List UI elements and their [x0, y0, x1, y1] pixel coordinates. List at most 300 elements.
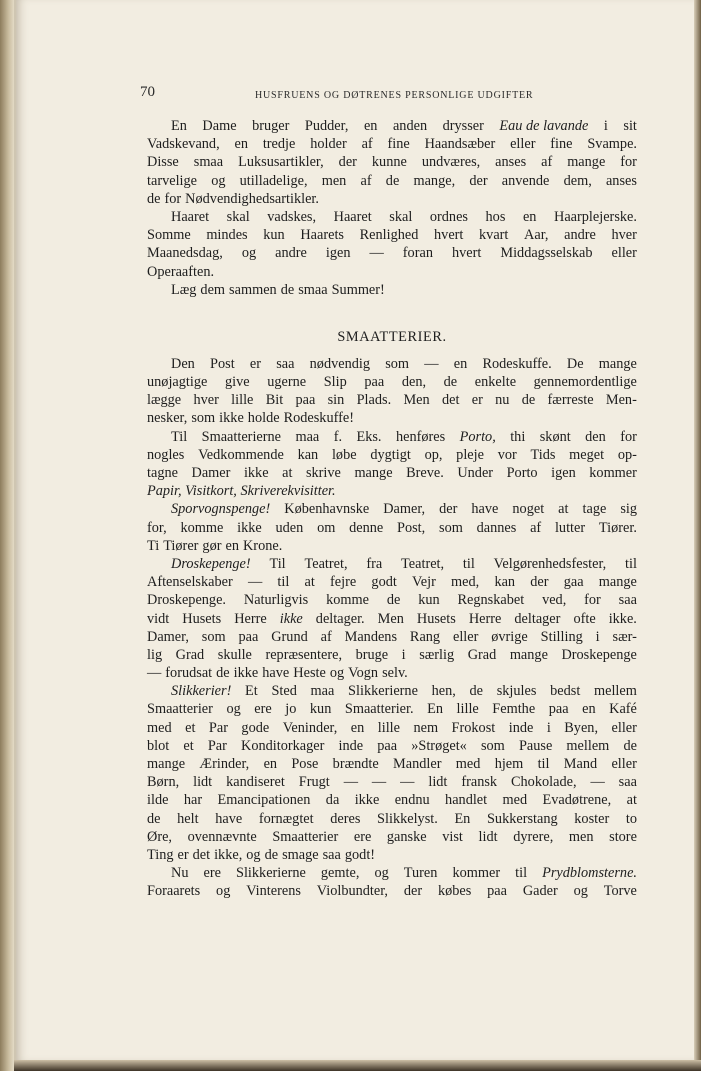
word: for	[620, 428, 637, 445]
text-line	[147, 446, 637, 464]
word: Haarplejerske.	[554, 208, 637, 225]
word: og	[573, 883, 588, 900]
word: anses	[605, 172, 637, 189]
word: de	[385, 172, 400, 189]
text-line	[147, 428, 637, 446]
word: henføres	[395, 428, 446, 445]
word: Regnskabet	[457, 592, 525, 609]
word: ikke	[233, 665, 259, 682]
word: sammen	[229, 281, 277, 298]
word: smaa	[193, 154, 224, 171]
word: Tiører	[163, 537, 199, 554]
word: den,	[401, 374, 427, 391]
word: foran	[402, 245, 433, 262]
word: Under	[457, 465, 494, 481]
word: sig	[620, 501, 637, 518]
italic-word: Prydblomsterne.	[542, 865, 637, 882]
word: en	[263, 756, 278, 772]
text-line	[147, 208, 637, 226]
word: ugerne	[267, 374, 307, 391]
word: Summer!	[331, 281, 385, 298]
word: igen	[551, 465, 576, 481]
word: Slikkerierne	[236, 865, 306, 882]
word: inde	[508, 719, 534, 736]
word: at	[304, 574, 315, 591]
text-line	[147, 628, 637, 646]
word: et	[183, 737, 194, 754]
word: en	[363, 118, 378, 134]
word: Mand	[563, 756, 598, 772]
word: denne	[349, 519, 384, 536]
word: anvende	[501, 172, 550, 189]
word: og	[329, 665, 345, 682]
word: af	[320, 628, 332, 645]
word: Sted	[271, 683, 297, 700]
word: at	[626, 792, 637, 809]
word: handlet	[445, 792, 488, 809]
word: men	[568, 828, 594, 845]
word: Rodeskuffe!	[283, 410, 354, 427]
word: bruge	[355, 646, 389, 663]
text-line	[147, 153, 637, 171]
word: kvart	[479, 227, 509, 244]
word: —	[343, 774, 358, 791]
word: ikke,	[214, 846, 243, 863]
text-line	[147, 610, 637, 628]
word: Velgørenhedsfester,	[493, 555, 607, 572]
word: to	[625, 810, 637, 827]
word: Violbundter,	[316, 883, 388, 900]
word: Nødvendighedsartikler.	[185, 190, 319, 207]
word: en	[234, 136, 248, 153]
word: Slikkelyst.	[377, 810, 438, 827]
text-line	[147, 700, 637, 718]
word: løbe	[331, 446, 357, 463]
word: nem	[413, 719, 439, 736]
word: endnu	[394, 792, 430, 809]
word: forudsat	[165, 665, 213, 682]
text-line	[147, 281, 637, 299]
word: hvert	[451, 245, 482, 262]
text-line	[147, 117, 637, 135]
word: som	[191, 410, 216, 427]
word: til	[625, 555, 637, 572]
word: thi	[510, 428, 526, 445]
word: Husets	[416, 610, 456, 627]
word: —	[369, 245, 384, 262]
word: med	[147, 719, 172, 736]
italic-word: Sporvognspenge!	[171, 501, 271, 518]
word: hen,	[431, 683, 456, 700]
word: Slip	[323, 374, 347, 391]
word: anses	[495, 154, 527, 171]
word: mange	[598, 574, 637, 591]
word: —	[371, 774, 387, 791]
word: de	[280, 281, 295, 298]
word: med	[455, 756, 481, 772]
word: Vogn	[348, 665, 379, 682]
word: mellem	[593, 683, 637, 700]
word: en	[225, 537, 239, 554]
word: paa	[295, 392, 316, 409]
word: saa	[618, 774, 637, 791]
word: saa	[276, 355, 295, 372]
word: bedst	[550, 683, 581, 700]
word: maa	[295, 428, 320, 445]
word: andre	[275, 245, 307, 262]
word: færreste	[547, 392, 594, 409]
word: og	[241, 245, 257, 262]
word: mange	[598, 355, 637, 372]
word: en	[453, 355, 468, 372]
word: Herre	[468, 610, 502, 627]
word: Gader	[522, 883, 558, 900]
text-line	[147, 244, 637, 262]
word: de	[264, 846, 279, 863]
word: Ting	[147, 846, 174, 863]
word: jo	[285, 701, 297, 718]
word: der	[439, 501, 458, 518]
word: holder	[310, 136, 347, 153]
word: som	[439, 519, 463, 536]
word: meget	[569, 446, 605, 463]
word: lille	[231, 392, 254, 409]
word: fornægtet	[258, 810, 314, 827]
text-line	[147, 755, 637, 773]
word: Teatret,	[401, 555, 445, 572]
word: En	[454, 810, 471, 827]
word: Men-	[605, 392, 637, 409]
text-line	[147, 464, 637, 482]
word: kandiseret	[226, 774, 285, 791]
word: Vejr	[412, 574, 436, 591]
word: der	[403, 883, 423, 900]
word: have	[262, 665, 290, 682]
word: smaa	[298, 281, 328, 298]
text-line	[147, 573, 637, 591]
word: Frokost	[451, 719, 496, 736]
word: de	[386, 592, 401, 609]
word: Smaatterierne	[201, 428, 282, 445]
word: mange	[567, 154, 606, 171]
word: Droskepenge.	[147, 592, 227, 609]
word: det	[192, 846, 211, 863]
word: Læg	[171, 281, 197, 298]
word: —	[590, 774, 605, 791]
word: saa	[618, 592, 637, 609]
word: ilde	[147, 792, 169, 809]
word: de	[147, 810, 161, 827]
word: Rodeskuffe.	[482, 355, 552, 372]
word: skal	[226, 208, 250, 225]
word: lægge	[147, 392, 182, 409]
word: ere	[203, 865, 221, 882]
text-line	[147, 190, 637, 208]
word: i	[603, 118, 608, 134]
word: dannes	[476, 519, 517, 536]
word: hos	[485, 208, 506, 225]
word: komme	[326, 592, 369, 609]
word: Ærinder,	[199, 756, 250, 772]
word: og	[374, 865, 389, 882]
text-line	[147, 646, 637, 664]
word: Aar,	[524, 227, 549, 244]
word: op,	[424, 446, 443, 463]
text-line	[147, 519, 637, 537]
word: Slikkerierne	[348, 683, 418, 700]
word: Smaatterier.	[344, 701, 414, 718]
word: En	[171, 118, 187, 134]
text-line	[147, 373, 637, 391]
text-line	[147, 391, 637, 409]
word: holde	[247, 410, 280, 427]
word: unøjagtige	[147, 374, 208, 391]
word: ofte	[573, 610, 596, 627]
word: der	[469, 172, 488, 189]
word: vadskes,	[267, 208, 317, 225]
page-edge-bottom	[14, 1060, 701, 1071]
word: Teatret,	[304, 555, 348, 572]
word: om	[317, 519, 336, 536]
word: til	[462, 555, 475, 572]
word: vor	[497, 446, 517, 463]
word: og	[211, 172, 226, 189]
word: Evadøtrene,	[542, 792, 612, 809]
word: Haaret	[171, 208, 210, 225]
word: Tids	[530, 446, 556, 463]
word: kun	[309, 701, 332, 718]
word: Men	[377, 610, 404, 627]
body-text	[147, 117, 637, 901]
word: eller	[611, 245, 637, 262]
word: af	[530, 519, 542, 536]
word: fransk	[461, 774, 498, 791]
word: Til	[171, 428, 188, 445]
word: Tiører.	[598, 519, 637, 536]
word: gennemordentlige	[533, 374, 637, 391]
word: Post	[210, 355, 235, 372]
word: Damer,	[383, 501, 426, 518]
word: have	[215, 810, 243, 827]
word: Grund	[271, 628, 308, 645]
word: kun	[418, 592, 440, 609]
word: Breve.	[406, 465, 444, 481]
word: i	[546, 719, 551, 736]
word: til	[515, 865, 528, 882]
word: store	[609, 828, 637, 845]
text-line	[147, 555, 637, 573]
italic-word: Slikkerier!	[171, 683, 232, 700]
word: Porto	[506, 465, 538, 481]
word: Dame	[202, 118, 237, 134]
word: godt!	[344, 846, 376, 863]
word: Femthe	[492, 701, 536, 718]
word: Chokolade,	[511, 774, 577, 791]
text-line	[147, 500, 637, 518]
word: tage	[582, 501, 607, 518]
italic-word: Porto,	[459, 428, 496, 445]
text-line	[147, 682, 637, 700]
word: som	[480, 737, 505, 754]
word: mange	[147, 756, 186, 772]
text-line	[147, 864, 637, 882]
word: lutter	[554, 519, 586, 536]
text-line	[147, 355, 637, 373]
word: gør	[202, 537, 222, 554]
word: Operaaften.	[147, 263, 215, 280]
word: Par	[208, 719, 228, 736]
word: at	[558, 501, 569, 518]
word: Husets	[182, 610, 222, 627]
word: Haaret	[333, 208, 372, 225]
word: købes	[437, 883, 472, 900]
word: kommer	[452, 865, 501, 882]
italic-word: Papir, Visitkort, Skriverekvisitter.	[147, 483, 336, 500]
italic-word: ikke	[279, 610, 303, 627]
word: helt	[177, 810, 199, 827]
word: vidt	[147, 610, 170, 627]
word: at	[282, 465, 293, 481]
word: den	[585, 428, 606, 445]
word: mange	[354, 465, 393, 481]
word: Mandler	[393, 756, 442, 772]
section-heading: SMAATTERIER.	[337, 328, 447, 345]
word: Aftenselskaber	[147, 574, 233, 591]
word: i	[401, 646, 406, 663]
word: ordnes	[429, 208, 468, 225]
word: Eks.	[356, 428, 382, 445]
word: Svampe.	[587, 136, 637, 153]
word: de	[147, 190, 161, 207]
word: enkelte	[474, 374, 517, 391]
word: skulle	[217, 646, 252, 663]
word: Veninder,	[282, 719, 338, 736]
word: Smaatterier	[272, 828, 339, 845]
word: Vadskevand,	[147, 136, 220, 153]
word: tredje	[262, 136, 296, 153]
word: de	[521, 392, 536, 409]
word: inde	[338, 737, 364, 754]
word: Til	[269, 555, 286, 572]
word: lidt	[193, 774, 213, 791]
word: af	[361, 136, 373, 153]
word: Emancipationen	[217, 792, 311, 809]
word: for,	[147, 519, 167, 536]
word: Torve	[603, 883, 637, 900]
text-line	[147, 409, 637, 427]
word: de	[443, 374, 458, 391]
word: Par	[207, 737, 227, 754]
word: utilladelige,	[239, 172, 308, 189]
word: sær-	[612, 628, 637, 645]
word: da	[325, 792, 340, 809]
word: Vedkommende	[198, 446, 284, 463]
word: paa	[487, 883, 507, 900]
word: Vinterens	[246, 883, 301, 900]
word: anden	[392, 118, 428, 134]
text-line	[147, 263, 637, 281]
word: pleje	[456, 446, 484, 463]
word: særlig	[419, 646, 455, 663]
word: Haandsæber	[424, 136, 496, 153]
word: der	[338, 154, 357, 171]
word: lig	[147, 646, 163, 663]
word: med	[502, 792, 528, 809]
word: Damer,	[147, 628, 189, 645]
word: ikke	[237, 519, 262, 536]
word: har	[183, 792, 203, 809]
word: Pose	[291, 756, 319, 772]
word: skal	[389, 208, 413, 225]
word: hver	[193, 392, 219, 409]
word: dyrere,	[513, 828, 554, 845]
text-line	[147, 591, 637, 609]
word: Renlighed	[359, 227, 419, 244]
word: undværes,	[421, 154, 481, 171]
word: dygtigt	[370, 446, 411, 463]
word: dem,	[563, 172, 592, 189]
word: deltager	[514, 610, 561, 627]
word: Plads.	[356, 392, 392, 409]
word: Byen,	[564, 719, 599, 736]
word: en	[522, 208, 537, 225]
word: en	[350, 719, 365, 736]
word: af	[360, 172, 372, 189]
word: af	[541, 154, 553, 171]
text-line	[147, 537, 637, 555]
word: Kafé	[609, 701, 637, 718]
word: sin	[327, 392, 345, 409]
word: for	[584, 592, 601, 609]
italic-word: Eau de lavande	[499, 118, 589, 134]
word: noget	[512, 501, 545, 518]
word: op-	[617, 446, 637, 463]
word: et	[185, 719, 196, 736]
word: saa	[322, 846, 341, 863]
word: Nu	[171, 865, 189, 882]
word: lidt	[428, 774, 448, 791]
word: —	[147, 665, 162, 682]
word: skjules	[496, 683, 537, 700]
word: gemte,	[320, 865, 360, 882]
word: gaa	[563, 574, 584, 591]
word: og	[226, 701, 241, 718]
word: hjem	[494, 756, 524, 772]
word: er	[249, 355, 261, 372]
word: ikke.	[608, 610, 637, 627]
word: smage	[282, 846, 319, 863]
word: Sukkerstang	[486, 810, 558, 827]
word: paa	[377, 737, 398, 754]
word: Københavnske	[284, 501, 370, 518]
word: Disse	[147, 154, 179, 171]
word: Stilling	[540, 628, 583, 645]
word: Maanedsdag,	[147, 245, 223, 262]
word: nogles	[147, 446, 185, 463]
book-spine	[0, 0, 14, 1071]
word: Heste	[293, 665, 326, 682]
word: skrive	[305, 465, 341, 481]
word: mange	[509, 646, 548, 663]
word: er	[471, 392, 483, 409]
word: blot	[147, 737, 170, 754]
word: er	[177, 846, 189, 863]
word: Somme	[147, 227, 191, 244]
word: det	[441, 392, 460, 409]
word: skønt	[539, 428, 571, 445]
word: for	[164, 190, 182, 207]
word: som	[385, 355, 410, 372]
